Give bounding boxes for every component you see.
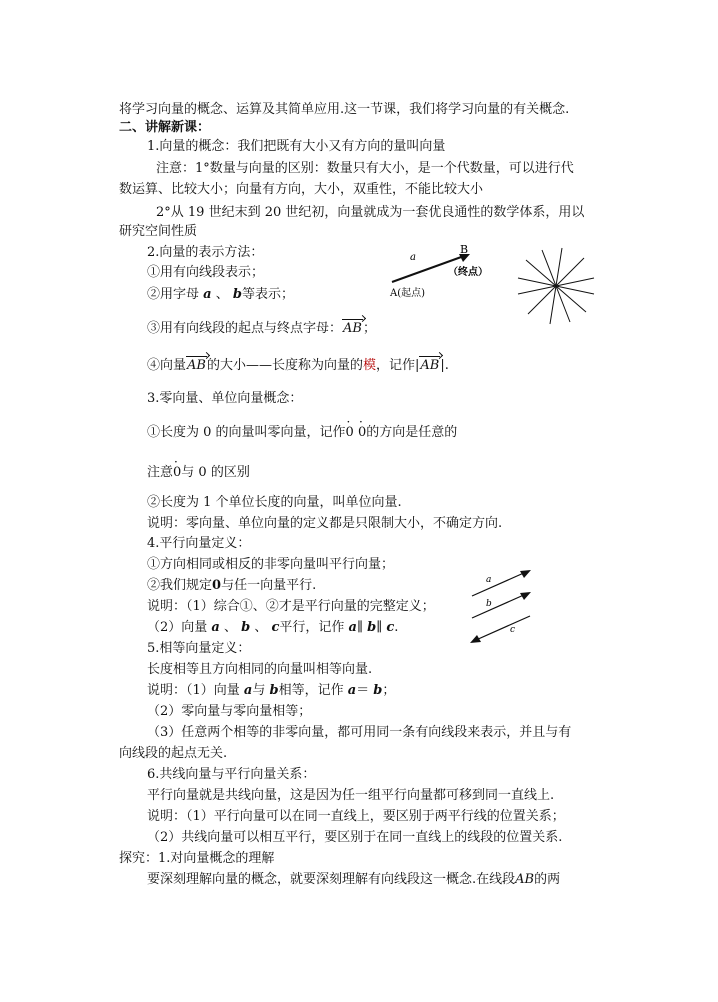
text-span: . [394, 620, 399, 635]
vector-a: a [347, 683, 357, 698]
text-line [147, 464, 250, 482]
text-line: 说明：（1）综合①、②才是平行向量的完整定义； [147, 599, 435, 614]
text-line: 说明：零向量、单位向量的定义都是只限制大小，不确定方向. [147, 516, 503, 531]
text-line: 3.零向量、单位向量概念： [147, 391, 303, 406]
text-line: 2°从 19 世纪末到 20 世纪初，向量就成为一套优良通性的数学体系，用以 [156, 205, 585, 220]
label-end: （终点） [448, 267, 488, 278]
text-line [147, 577, 316, 595]
text-line: ②长度为 1 个单位长度的向量，叫单位向量. [147, 495, 402, 510]
vector-a: a [243, 683, 253, 698]
vector-a-arrow [472, 572, 526, 596]
text-span: 要深刻理解向量的概念，就要深刻理解有向线段这一概念.在线段 [147, 872, 516, 887]
vector-b-arrow [472, 594, 526, 618]
vector-ab: AB [187, 358, 206, 373]
label-a: a [410, 252, 416, 263]
zero-vector: · 0 [346, 424, 354, 442]
text-line: 5.相等向量定义： [147, 641, 251, 656]
text-line [147, 357, 449, 375]
text-line: 长度相等且方向相同的向量叫相等向量. [147, 662, 373, 677]
text-span: 相等，记作 [278, 683, 348, 698]
parallel-vectors-figure [464, 566, 536, 646]
text-span: ③用有向线段的起点与终点字母： [147, 321, 343, 336]
text-span: （2）向量 [147, 620, 212, 635]
text-span: 与 0 的区别 [181, 465, 250, 480]
vector-ab: AB [343, 321, 362, 336]
text-span: ④向量 [147, 358, 187, 373]
text-span: 、 [219, 620, 242, 635]
text-span: |. [440, 358, 449, 373]
parallel-symbol: ∥ [376, 620, 387, 635]
text-span: 与任一向量平行. [221, 578, 317, 593]
vector-b: b [367, 620, 377, 635]
text-line: 探究：1.对向量概念的理解 [119, 851, 275, 866]
text-line: （2）共线向量可以相互平行，要区别于在同一直线上的线段的位置关系. [147, 830, 563, 845]
text-line: 数运算、比较大小；向量有方向，大小，双重性，不能比较大小 [119, 182, 484, 197]
text-line: 将学习向量的概念、运算及其简单应用.这一节课，我们将学习向量的有关概念. [119, 102, 570, 117]
text-span: 的方向是任意的 [366, 425, 458, 440]
text-line: 向线段的起点无关. [119, 746, 228, 761]
modulus-term: 模 [362, 358, 376, 373]
text-line: 研究空间性质 [119, 224, 198, 239]
parallel-symbol: ∥ [356, 620, 368, 635]
label-c: c [510, 625, 516, 635]
zero-vector: · 0 [358, 424, 366, 442]
vector-b: b [232, 287, 242, 302]
text-line: 说明：（1）平行向量可以在同一直线上，要区别于两平行线的位置关系； [147, 809, 565, 824]
text-line [147, 871, 560, 889]
text-span: ＝ [356, 683, 374, 698]
vector-a: a [203, 287, 212, 302]
text-line: ①方向相同或相反的非零向量叫平行向量； [147, 557, 395, 572]
vector-a: a [211, 620, 220, 635]
text-span: 注意 [147, 465, 174, 480]
text-line: 4.平行向量定义： [147, 536, 251, 551]
vector-c-arrow [476, 616, 530, 640]
vector-b: b [241, 620, 251, 635]
text-line: （3）任意两个相等的非零向量，都可用同一条有向线段来表示，并且与有 [147, 725, 572, 740]
vector-b: b [373, 683, 383, 698]
text-span: 的大小——长度称为向量的 [206, 358, 363, 373]
text-span: 、 [250, 620, 272, 635]
text-span: ①长度为 0 的向量叫零向量，记作 [147, 425, 346, 440]
vector-b: b [269, 683, 279, 698]
segment-ab: AB [515, 872, 535, 887]
starburst-lines [518, 248, 594, 324]
label-b: B [460, 243, 469, 256]
text-line: 平行向量就是共线向量，这是因为任一组平行向量都可移到同一直线上. [147, 788, 555, 803]
text-line [147, 424, 457, 442]
text-span: ； [362, 321, 376, 336]
vector-c: c [386, 620, 395, 635]
text-line [147, 619, 398, 637]
text-span: 说明：（1）向量 [147, 683, 244, 698]
text-line: 2.向量的表示方法： [147, 245, 264, 260]
text-span: ，记作| [376, 358, 420, 373]
directed-segment-figure [380, 240, 510, 302]
vector-a: a [348, 620, 357, 635]
text-span: 与 [252, 683, 270, 698]
label-a: a [486, 575, 492, 585]
vector-c: c [271, 620, 280, 635]
section-heading: 二、讲解新课： [119, 120, 211, 135]
label-b: b [486, 599, 492, 609]
text-span: 、 [211, 287, 233, 302]
text-line: 6.共线向量与平行向量关系： [147, 767, 316, 782]
text-span: 的两 [534, 872, 561, 887]
vector-starburst-figure [516, 246, 596, 326]
vector-ab: AB [420, 358, 440, 373]
text-span: ； [382, 683, 396, 698]
zero-vector: 0 [212, 578, 222, 593]
text-line: ①用有向线段表示； [147, 265, 265, 280]
zero-vector: · 0 [173, 464, 181, 482]
text-span: ②用字母 [147, 287, 204, 302]
label-start: A(起点) [390, 288, 426, 299]
text-line [147, 682, 395, 700]
text-span: 等表示； [241, 287, 294, 302]
text-span: 平行，记作 [279, 620, 349, 635]
text-line: （2）零向量与零向量相等； [147, 704, 312, 719]
text-line [147, 320, 376, 338]
text-line: 1.向量的概念：我们把既有大小又有方向的量叫向量 [147, 139, 446, 154]
text-line: 注意：1°数量与向量的区别：数量只有大小，是一个代数量，可以进行代 [156, 161, 574, 176]
text-line [147, 286, 294, 304]
text-span: ②我们规定 [147, 578, 213, 593]
